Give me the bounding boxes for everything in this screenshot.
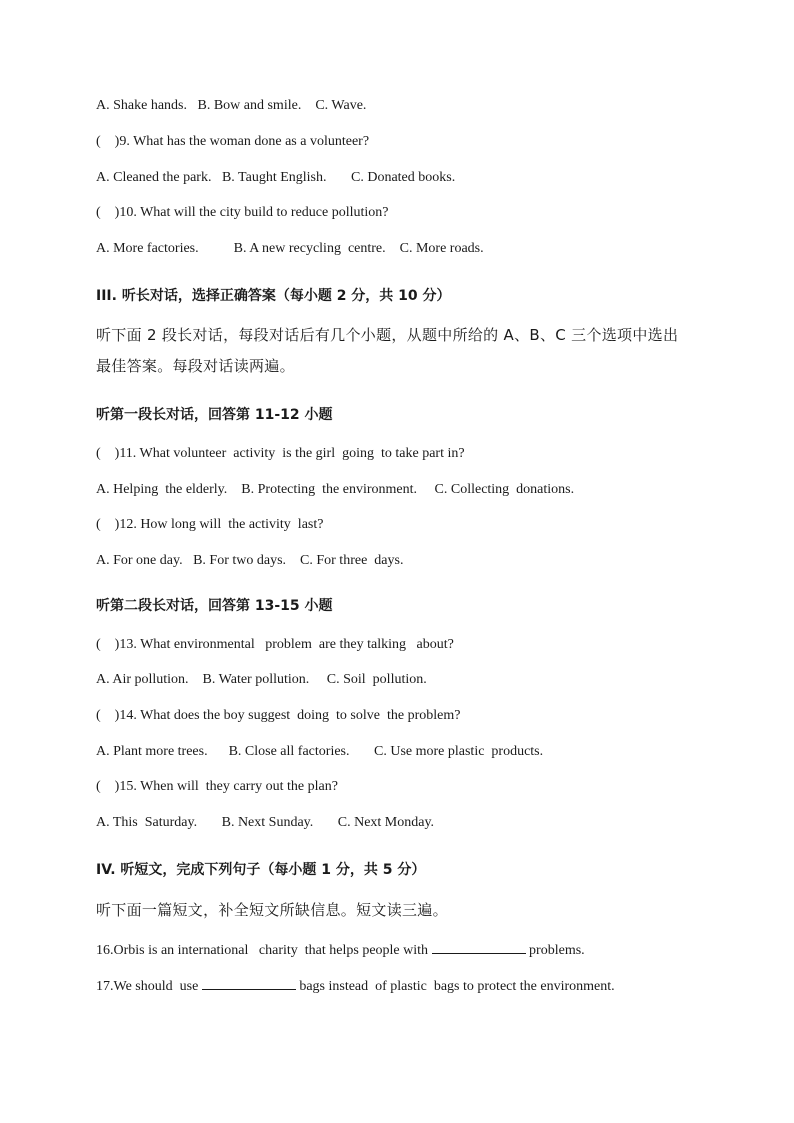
question-16: [96, 940, 585, 960]
options-q14: A. Plant more trees. B. Close all factories. C. Use more plastic products.: [96, 744, 544, 759]
question-17-answer-blank[interactable]: [202, 976, 296, 990]
question-17: [96, 976, 615, 996]
options-q10: A. More factories. B. A new recycling centre. C. More roads.: [96, 241, 484, 256]
section-3-heading: III. 听长对话，选择正确答案（每小题 2 分，共 10 分）: [96, 288, 451, 304]
section-3-instructions-line1: 听下面 2 段长对话，每段对话后有几个小题，从题中所给的 A、B、C 三个选项中选出: [96, 326, 679, 344]
dialogue-2-heading: 听第二段长对话，回答第 13-15 小题: [96, 598, 333, 614]
question-9: ( )9. What has the woman done as a volunteer?: [96, 134, 370, 149]
options-q8: A. Shake hands. B. Bow and smile. C. Wave.: [96, 98, 367, 113]
question-13: ( )13. What environmental problem are they talking about?: [96, 637, 454, 652]
question-15: ( )15. When will they carry out the plan?: [96, 779, 338, 794]
question-16-text-before: 16.Orbis is an international charity that helps people with: [96, 943, 432, 958]
options-q9: A. Cleaned the park. B. Taught English. C. Donated books.: [96, 170, 456, 185]
question-14: ( )14. What does the boy suggest doing to solve the problem?: [96, 708, 461, 723]
options-q15: A. This Saturday. B. Next Sunday. C. Next Monday.: [96, 815, 435, 830]
options-q11: A. Helping the elderly. B. Protecting the environment. C. Collecting donations.: [96, 482, 575, 497]
question-16-text-after: problems.: [525, 943, 585, 958]
question-17-text-after: bags instead of plastic bags to protect the environment.: [295, 979, 615, 994]
question-12: ( )12. How long will the activity last?: [96, 517, 324, 532]
section-4-instructions: 听下面一篇短文，补全短文所缺信息。短文读三遍。: [96, 901, 448, 919]
options-q12: A. For one day. B. For two days. C. For three days.: [96, 553, 404, 568]
question-16-answer-blank[interactable]: [432, 940, 526, 954]
question-17-text-before: 17.We should use: [96, 979, 202, 994]
question-11: ( )11. What volunteer activity is the girl going to take part in?: [96, 446, 465, 461]
dialogue-1-heading: 听第一段长对话，回答第 11-12 小题: [96, 407, 333, 423]
question-10: ( )10. What will the city build to reduce pollution?: [96, 205, 389, 220]
section-4-heading: IV. 听短文，完成下列句子（每小题 1 分，共 5 分）: [96, 862, 426, 878]
section-3-instructions-line2: 最佳答案。每段对话读两遍。: [96, 357, 295, 375]
options-q13: A. Air pollution. B. Water pollution. C. Soil pollution.: [96, 672, 427, 687]
